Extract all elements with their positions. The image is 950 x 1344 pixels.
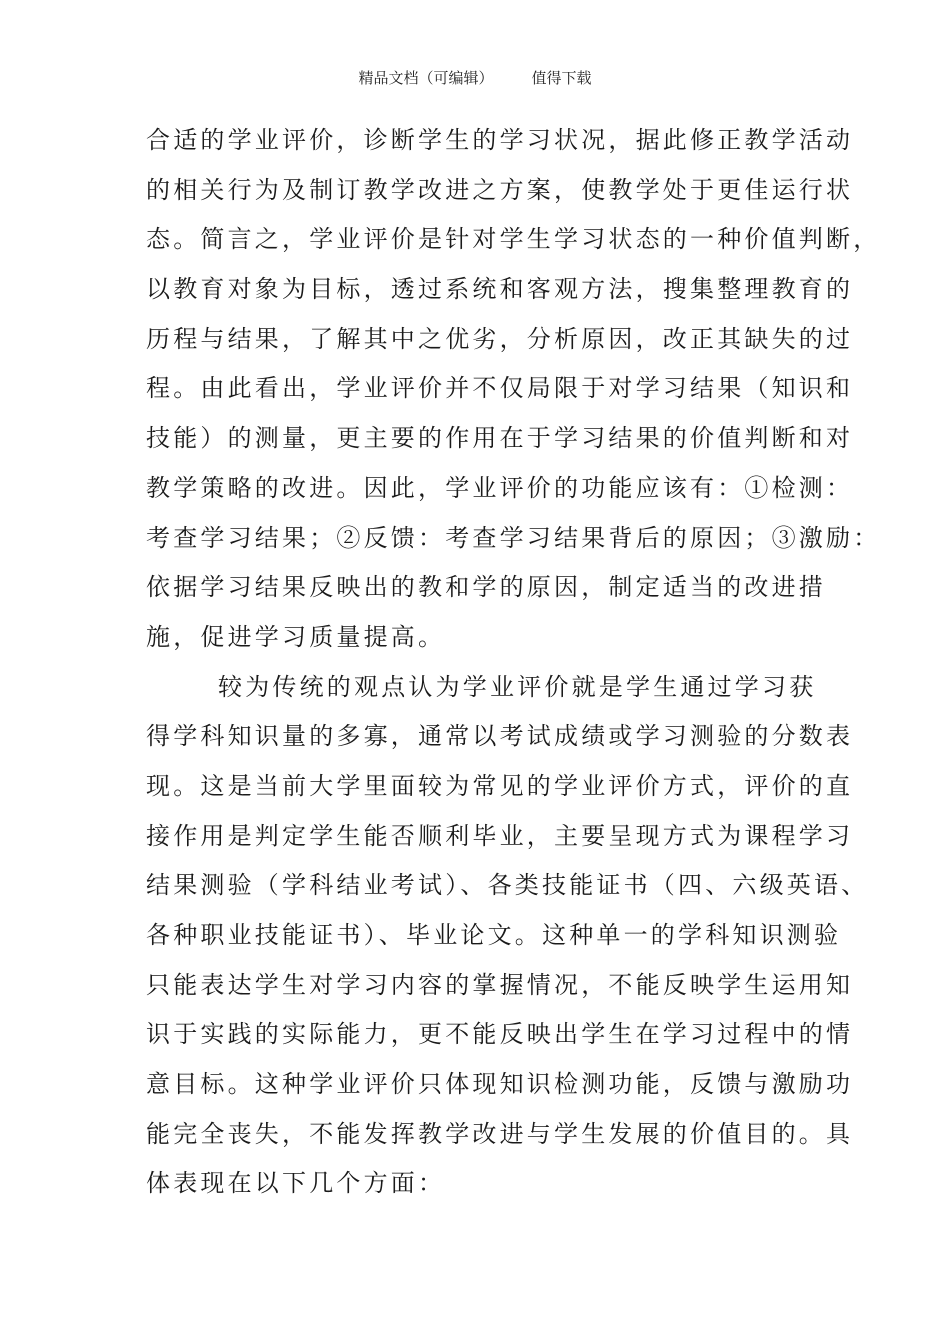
paragraph-1-line-3: 态。简言之，学业评价是针对学生学习状态的一种价值判断， (146, 225, 881, 254)
paragraph-2-line-2: 得学科知识量的多寡，通常以考试成绩或学习测验的分数表 (146, 722, 854, 751)
header-left-text: 精品文档（可编辑） (358, 69, 494, 87)
paragraph-2-line-7: 只能表达学生对学习内容的掌握情况，不能反映学生运用知 (146, 970, 854, 999)
paragraph-1-line-10: 依据学习结果反映出的教和学的原因，制定适当的改进措 (146, 573, 826, 602)
paragraph-1-line-11: 施，促进学习质量提高。 (146, 622, 446, 651)
paragraph-2-line-8: 识于实践的实际能力，更不能反映出学生在学习过程中的情 (146, 1020, 854, 1049)
page-header (0, 66, 950, 90)
paragraph-1-line-7: 技能）的测量，更主要的作用在于学习结果的价值判断和对 (146, 424, 854, 453)
paragraph-2-line-3: 现。这是当前大学里面较为常见的学业评价方式，评价的直 (146, 771, 854, 800)
paragraph-1-line-5: 历程与结果，了解其中之优劣，分析原因，改正其缺失的过 (146, 324, 854, 353)
paragraph-2-line-9: 意目标。这种学业评价只体现知识检测功能，反馈与激励功 (146, 1070, 854, 1099)
paragraph-1-line-4: 以教育对象为目标，透过系统和客观方法，搜集整理教育的 (146, 275, 854, 304)
paragraph-1-line-6: 程。由此看出，学业评价并不仅局限于对学习结果（知识和 (146, 374, 854, 403)
document-body (146, 116, 881, 1209)
paragraph-1-line-8: 教学策略的改进。因此，学业评价的功能应该有：①检测： (146, 473, 854, 502)
paragraph-1-line-1: 合适的学业评价，诊断学生的学习状况，据此修正教学活动 (146, 126, 854, 154)
paragraph-2-line-10: 能完全丧失，不能发挥教学改进与学生发展的价值目的。具 (146, 1119, 854, 1148)
paragraph-2-line-6: 各种职业技能证书）、毕业论文。这种单一的学科知识测验 (146, 921, 842, 949)
header-right-text: 值得下载 (531, 69, 592, 87)
paragraph-2-line-5: 结果测验（学科结业考试）、各类技能证书（四、六级英语、 (146, 871, 869, 900)
paragraph-2-line-11: 体表现在以下几个方面： (146, 1169, 446, 1198)
paragraph-2-line-4: 接作用是判定学生能否顺利毕业，主要呈现方式为课程学习 (146, 821, 854, 850)
paragraph-1-line-2: 的相关行为及制订教学改进之方案，使教学处于更佳运行状 (146, 175, 854, 204)
paragraph-2-line-1: 较为传统的观点认为学业评价就是学生通过学习获 (218, 672, 817, 701)
paragraph-1-line-9: 考查学习结果；②反馈：考查学习结果背后的原因；③激励： (146, 523, 881, 552)
